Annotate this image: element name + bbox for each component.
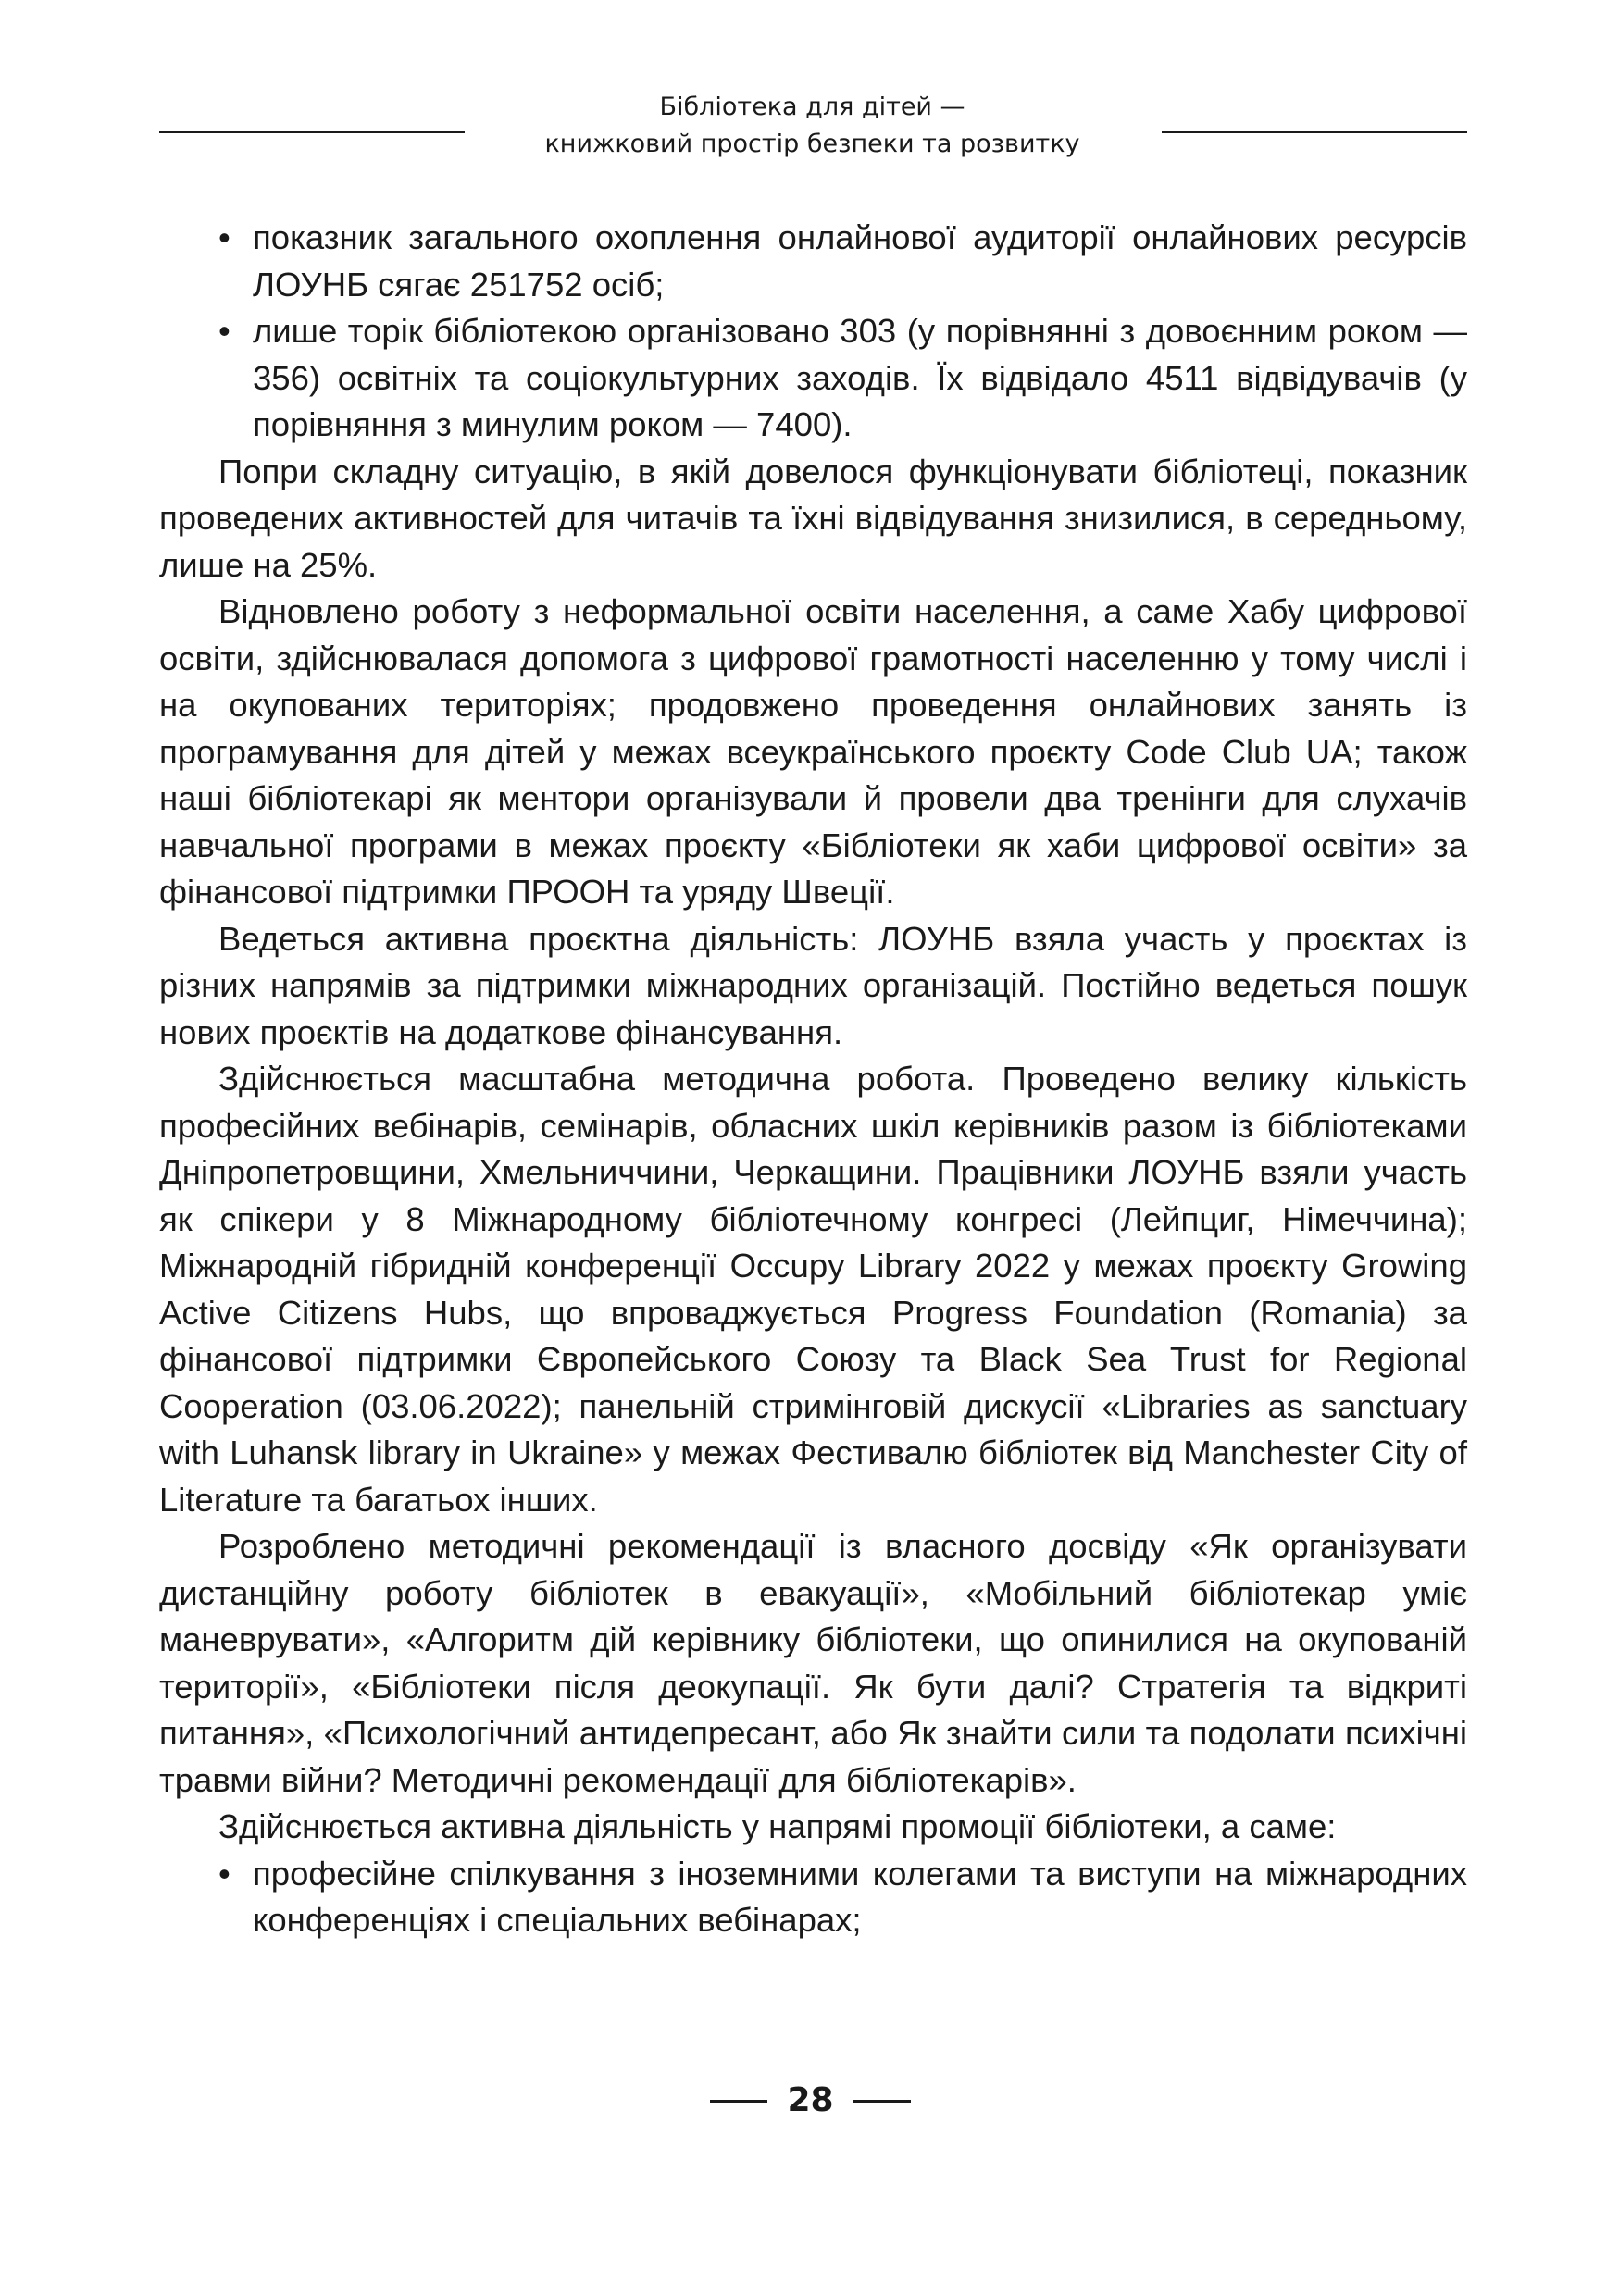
header-rule-right (1162, 131, 1467, 133)
folio-rule-right (853, 2100, 911, 2103)
header-title (481, 89, 1143, 163)
running-header (0, 89, 1619, 172)
page-footer (0, 2073, 1619, 2128)
header-rule-left (159, 131, 465, 133)
paragraph: Відновлено роботу з неформальної освіти населення, а саме Хабу цифрової освіти, здійснювалася допомога з цифрової грамотності населенню у тому числі і на окупованих територіях; продовжено проведення онлайнових занять із програмування для дітей у межах всеукраїнського проєкту Code Club UA; також наші бібліотекарі як ментори організували й провели два тренінги для слухачів навчальної програми в межах проєкту «Бібліотеки як хаби цифрової освіти» за фінансової підтримки ПРООН та уряду Швеції. (159, 592, 1467, 911)
body-text (159, 215, 1467, 1944)
page-number: 28 (787, 2081, 834, 2119)
paragraph: Здійснюється активна діяльність у напрямі промоції бібліотеки, а саме: (218, 1807, 1337, 1845)
paragraph: Здійснюється масштабна методична робота. Проведено велику кількість професійних вебінарів, семінарів, обласних шкіл керівників разом із бібліотеками Дніпропетровщини, Хмельниччини, Черкащини. Працівники ЛОУНБ взяли участь як спікери у 8 Міжнародному бібліотечному конгресі (Лейпциг, Німеччина); Міжнародній гібридній конференції Occupy Library 2022 у межах проєкту Growing Active Citizens Hubs, що впроваджується Progress Foundation (Romania) за фінансової підтримки Європейського Союзу та Black Sea Trust for Regional Cooperation (03.06.2022); панельній стримінговій дискусії «Libraries as sanctuary with Luhansk library in Ukraine» у межах Фестивалю бібліотек від Manchester City of Literature та багатьох інших. (159, 1060, 1467, 1519)
paragraph: Розроблено методичні рекомендації із власного досвіду «Як організувати дистанційну роботу бібліотек в евакуації», «Мобільний бібліотекар уміє маневрувати», «Алгоритм дій керівнику бібліотеки, що опинилися на окупованій території», «Бібліотеки після деокупації. Як бути далі? Стратегія та відкриті питання», «Психологічний антидепресант, або Як знайти сили та подолати психічні травми війни? Методичні рекомендації для бібліотекарів». (159, 1527, 1467, 1799)
bullet-list-top (159, 215, 1467, 449)
header-title-line-2: книжковий простір безпеки та розвитку (544, 130, 1080, 158)
bullet-item: • лише торік бібліотекою організовано 303 (у порівнянні з довоєнним роком — 356) освітніх та соціокультурних заходів. Їх відвідало 4511 відвідувачів (у порівняння з минулим роком — 7400). (159, 308, 1467, 449)
bullet-list-bottom (159, 1851, 1467, 1944)
header-title-line-1: Бібліотека для дітей — (659, 93, 965, 121)
bullet-item: • показник загального охоплення онлайнової аудиторії онлайнових ресурсів ЛОУНБ сягає 251752 осіб; (159, 215, 1467, 308)
folio-rule-left (710, 2100, 767, 2103)
paragraph: Попри складну ситуацію, в якій довелося функціонувати бібліотеці, показник проведених активностей для читачів та їхні відвідування знизилися, в середньому, лише на 25%. (159, 452, 1467, 584)
bullet-item: • професійне спілкування з іноземними колегами та виступи на міжнародних конференціях і спеціальних вебінарах; (159, 1851, 1467, 1944)
paragraph: Ведеться активна проєктна діяльність: ЛОУНБ взяла участь у проєктах із різних напрямів за підтримки міжнародних організацій. Постійно ведеться пошук нових проєктів на додаткове фінансування. (159, 919, 1467, 1051)
